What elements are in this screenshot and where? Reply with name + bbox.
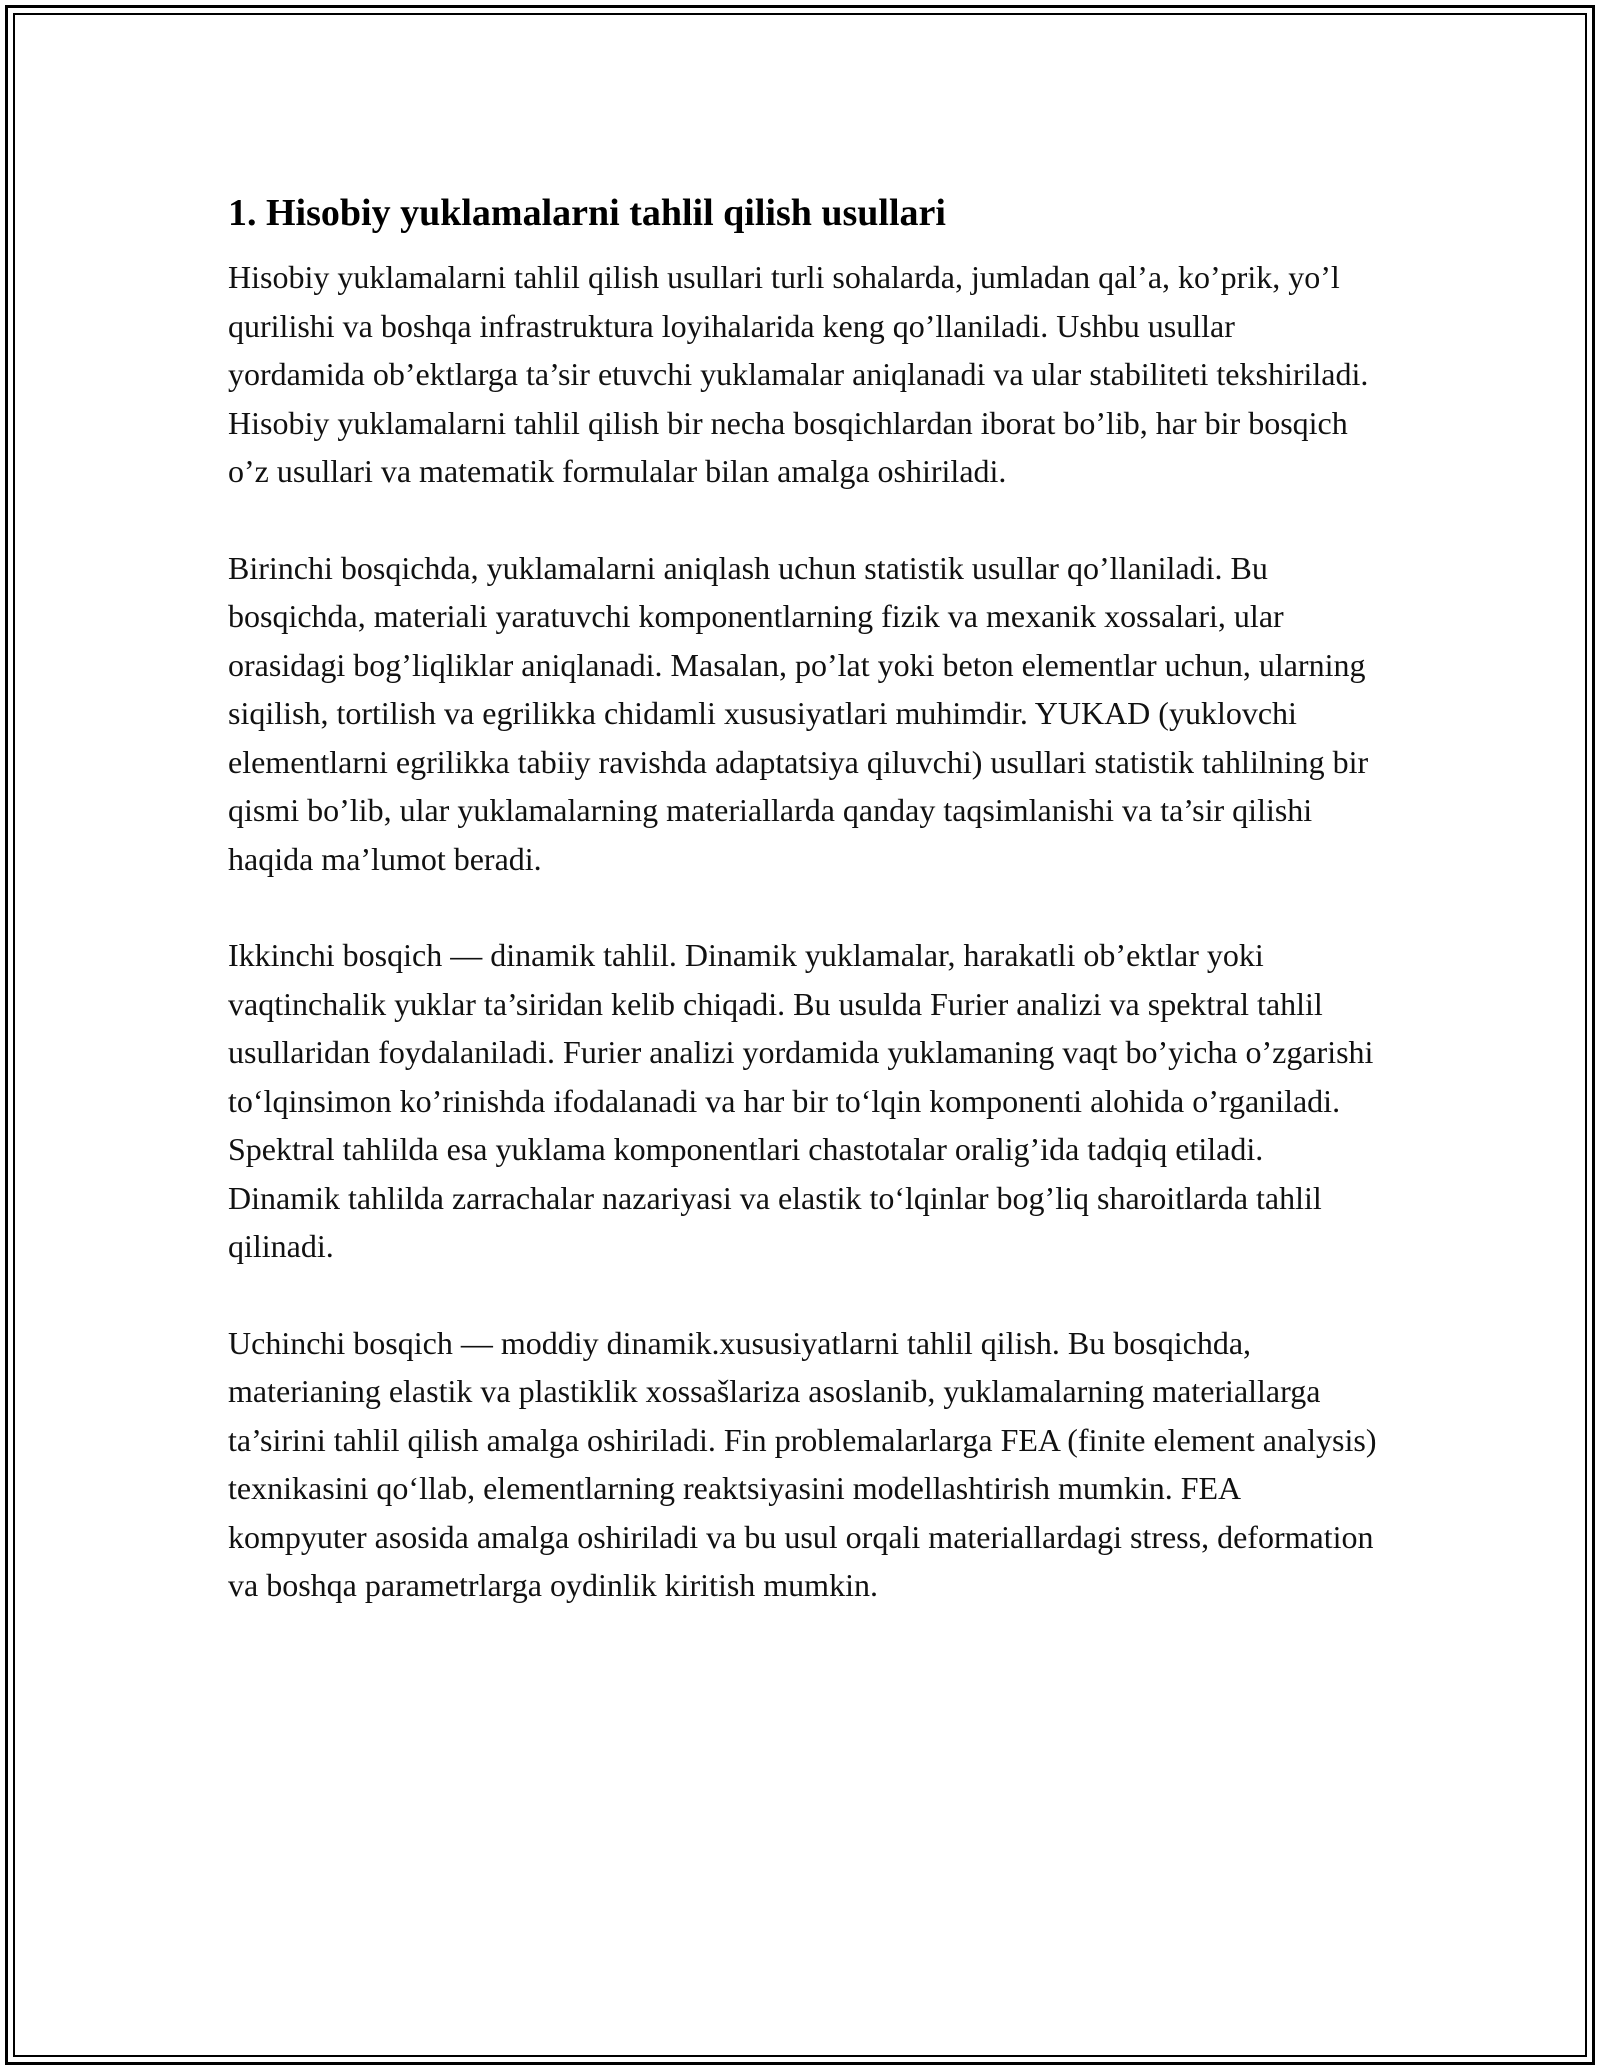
paragraph-stage-two: Ikkinchi bosqich — dinamik tahlil. Dinamik yuklamalar, harakatli ob’ektlar yoki vaqtinchalik yuklar ta’siridan kelib chiqadi. Bu usulda Furier analizi va spektral tahlil usullaridan foydalaniladi. Furier analizi yordamida yuklamaning vaqt bo’yicha o’zgarishi to‘lqinsimon ko’rinishda ifodalanadi va har bir to‘lqin komponenti alohida o’rganiladi. Spektral tahlilda esa yuklama komponentlari chastotalar oralig’ida tadqiq etiladi. Dinamik tahlilda zarrachalar nazariyasi va elastik to‘lqinlar bog’liq sharoitlarda tahlil qilinadi.: [228, 937, 1374, 1264]
paragraph-intro: Hisobiy yuklamalarni tahlil qilish usullari turli sohalarda, jumladan qal’a, ko’prik, yo’l qurilishi va boshqa infrastruktura loyihalarida keng qo’llaniladi. Ushbu usullar yordamida ob’ektlarga ta’sir etuvchi yuklamalar aniqlanadi va ular stabiliteti tekshiriladi. Hisobiy yuklamalarni tahlil qilish bir necha bosqichlardan iborat bo’lib, har bir bosqich o’z usullari va matematik formulalar bilan amalga oshiriladi.: [228, 259, 1369, 489]
paragraph-stage-three: Uchinchi bosqich — moddiy dinamik.xususiyatlarni tahlil qilish. Bu bosqichda, materianing elastik va plastiklik xossašlariza asoslanib, yuklamalarning materiallarga ta’sirini tahlil qilish amalga oshiriladi. Fin problemalarlarga FEA (finite element analysis) texnikasini qo‘llab, elementlarning reaktsiyasini modellashtirish mumkin. FEA kompyuter asosida amalga oshiriladi va bu usul orqali materiallardagi stress, deformation va boshqa parametrlarga oydinlik kiritish mumkin.: [228, 1324, 1377, 1603]
document-body: [228, 185, 1388, 1658]
paragraph-stage-one: Birinchi bosqichda, yuklamalarni aniqlash uchun statistik usullar qo’llaniladi. Bu bosqichda, materiali yaratuvchi komponentlarning fizik va mexanik xossalari, ular orasidagi bog’liqliklar aniqlanadi. Masalan, po’lat yoki beton elementlar uchun, ularning siqilish, tortilish va egrilikka chidamli xususiyatlari muhimdir. YUKAD (yuklovchi elementlarni egrilikka tabiiy ravishda adaptatsiya qiluvchi) usullari statistik tahlilning bir qismi bo’lib, ular yuklamalarning materiallarda qanday taqsimlanishi va ta’sir qilishi haqida ma’lumot beradi.: [228, 549, 1369, 877]
section-heading: 1. Hisobiy yuklamalarni tahlil qilish usullari: [228, 192, 946, 234]
